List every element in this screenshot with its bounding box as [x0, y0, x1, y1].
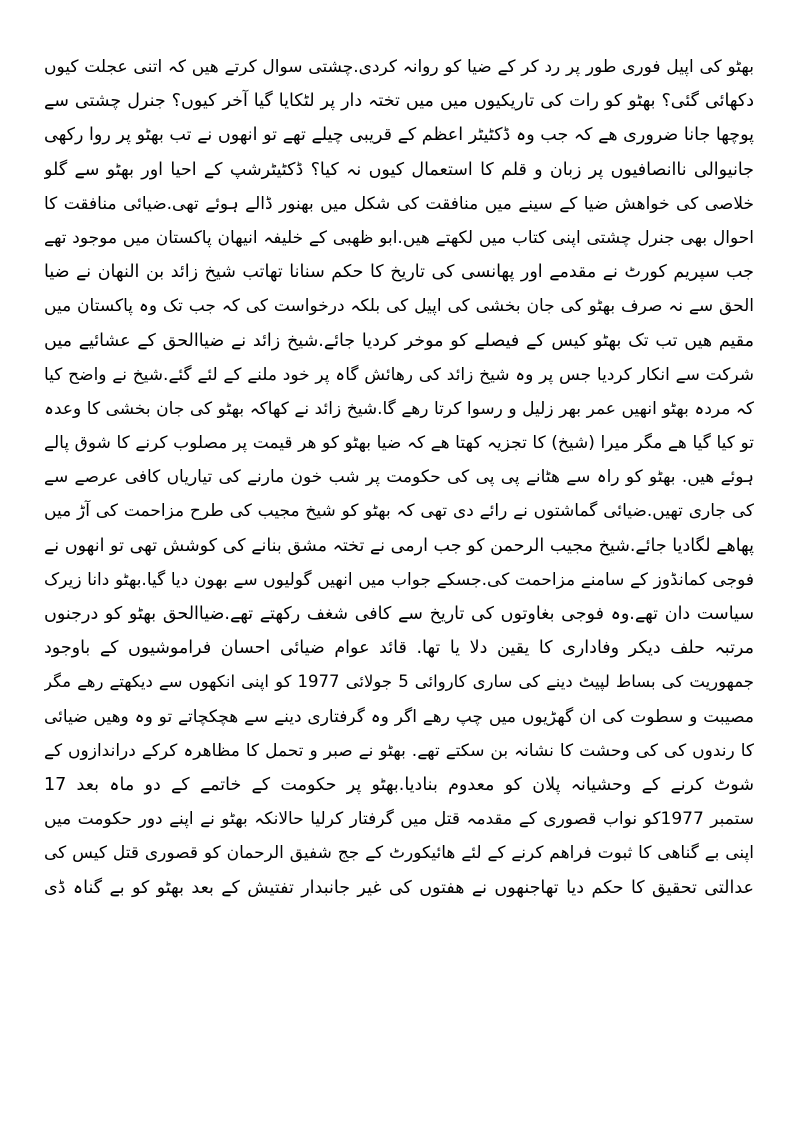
text-line: مصیبت و سطوت کی ان گھڑیوں میں چپ رھے اگر وہ گرفتاری دینے سے ھچکچاتے تو وہ وھیں ضیائی: [44, 706, 754, 727]
text-line: کی جاری تھیں.ضیائی گماشتوں نے رائے دی تھی کہ بھٹو کو شیخ مجیب کی طرح مزاحمت کی آڑ میں: [44, 501, 754, 522]
text-line: خلاصی کی خواھش ضیا کے سینے میں منافقت کی شکل میں بھنور ڈالے ہوئے تھی.ضیائی منافقت کا: [44, 193, 754, 214]
text-line: الحق سے نہ صرف بھٹو کی جان بخشی کی اپیل کی بلکہ درخواست کی کہ جب تک وہ پاکستان میں: [44, 296, 754, 317]
text-line: ہوئے ھیں. بھٹو کو راہ سے ھٹانے پی پی کی حکومت پر شب خون مارنے کی تیاریاں کافی عرصے سے: [44, 467, 754, 488]
text-line: کہ مردہ بھٹو انھیں عمر بھر زلیل و رسوا کرتا رھے گا.شیخ زائد نے کھاکہ بھٹو کی جان بخشی کا وعدہ: [44, 398, 754, 419]
text-line: کا رندوں کی کی وحشت کا نشانہ بن سکتے تھے. بھٹو نے صبر و تحمل کا مظاھرہ کرکے دراندازوں کے: [44, 740, 754, 761]
text-line: اپنی بے گناھی کا ثبوت فراھم کرنے کے لئے ھائیکورٹ کے جج شفیق الرحمان کو قصوری قتل کیس کی: [44, 843, 754, 864]
body-text: [44, 50, 754, 905]
text-line: مقیم ھیں تب تک بھٹو کیس کے فیصلے کو موخر کردیا جائے.شیخ زائد نے ضیاالحق کے عشائیے میں: [44, 330, 754, 351]
text-line: احوال بھی جنرل چشتی اپنی کتاب میں لکھتے ھیں.ابو ظھبی کے خلیفہ انیھان پاکستان میں موجود تھے: [44, 227, 754, 248]
text-line: فوجی کمانڈوز کے سامنے مزاحمت کی.جسکے جواب میں انھیں گولیوں سے بھون دیا گیا.بھٹو دانا زیرک: [44, 569, 754, 590]
text-line: شرکت سے انکار کردیا جس پر وہ شیخ زائد کی رھائش گاہ پر خود ملنے کے لئے گئے.شیخ نے واضح کیا: [44, 364, 754, 385]
text-line: پھاھے لگادیا جائے.شیخ مجیب الرحمن کو جب ارمی نے تختہ مشق بنانے کی کوشش تھی تو انھوں نے: [44, 535, 754, 556]
text-line: جب سپریم کورٹ نے مقدمے اور پھانسی کی تاریخ کا حکم سنانا تھاتب شیخ زائد بن النھان نے ضیا: [44, 262, 754, 283]
text-line: جمھوریت کی بساط لپیٹ دینے کی ساری کاروائی 5 جولائی 1977 کو اپنی انکھوں سے دیکھتے رھے مگر: [44, 672, 754, 692]
text-line: شوٹ کرنے کے وحشیانہ پلان کو معدوم بنادیا.بھٹو پر حکومت کے خاتمے کے دو ماہ بعد 17: [44, 774, 754, 795]
text-line: عدالتی تحقیق کا حکم دیا تھاجنھوں نے ھفتوں کی غیر جانبدار تفتیش کے بعد بھٹو کو بے گناہ ڈی: [44, 877, 754, 898]
text-line: بھٹو کی اپیل فوری طور پر رد کر کے ضیا کو روانہ کردی.چشتی سوال کرتے ھیں کہ اتنی عجلت کیوں: [44, 57, 754, 77]
text-line: ستمبر 1977کو نواب قصوری کے مقدمہ قتل میں گرفتار کرلیا حالانکہ بھٹو نے اپنے دور حکومت میں: [44, 809, 754, 830]
text-line: پوچھا جانا ضروری ھے کہ جب وہ ڈکٹیٹر اعظم کے قریبی چیلے تھے تو انھوں نے تب بھٹو پر روا رکھی: [44, 125, 754, 146]
text-line: جانیوالی ناانصافیوں پر زبان و قلم کا استعمال کیوں نہ کیا؟ ڈکٹیٹرشپ کے احیا اور بھٹو سے گلو: [44, 159, 754, 180]
text-line: دکھائی گئی؟ بھٹو کو رات کی تاریکیوں میں میں تختہ دار پر لٹکایا گیا آخر کیوں؟ جنرل چشتی سے: [44, 91, 754, 112]
text-line: تو کیا گیا ھے مگر میرا (شیخ) کا تجزیہ کھتا ھے کہ ضیا بھٹو کو ھر قیمت پر مصلوب کرنے کا شوق پالے: [44, 433, 754, 454]
text-line: سیاست دان تھے.وہ فوجی بغاوتوں کی تاریخ سے کافی شغف رکھتے تھے.ضیاالحق بھٹو کو درجنوں: [44, 604, 754, 624]
text-line: مرتبہ حلف دیکر وفاداری کا یقین دلا یا تھا. قائد عوام ضیائی احسان فراموشیوں کے باوجود: [44, 638, 754, 659]
